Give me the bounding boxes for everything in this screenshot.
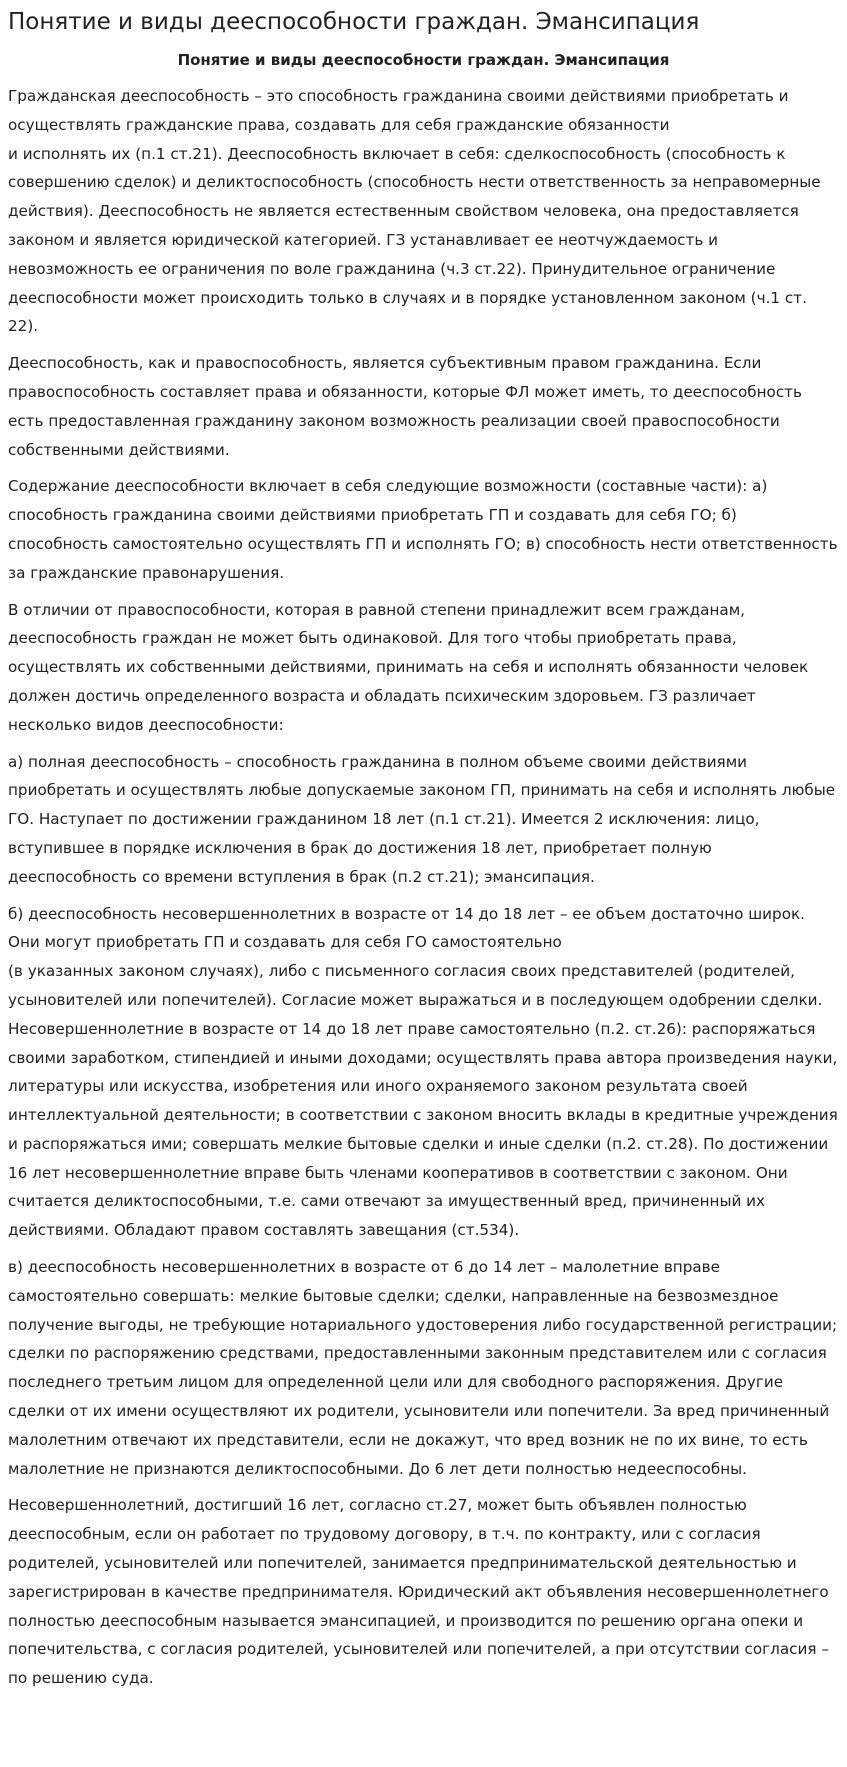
paragraph-5: а) полная дееспособность – способность гражданина в полном объеме своими действиями приобретать и осуществлять любые допускаемые законом ГП, принимать на себя и исполнять любые ГО. Наступает по достижении гражданином 18 лет (п.1 ст.21). Имеется 2 исключения: лицо, вступившее в порядке исключения в брак до достижения 18 лет, приобретает полную дееспособность со времени вступления в брак (п.2 ст.21); эмансипация. [8, 752, 836, 886]
paragraph-6: б) дееспособность несовершеннолетних в возрасте от 14 до 18 лет – ее объем достаточно широк. Они могут приобретать ГП и создавать для себя ГО самостоятельно (в указанных законом случаях), либо с письменного согласия своих представителей (родителей, усыновителей или попечителей). Согласие может выражаться и в последующем одобрении сделки. Несовершеннолетние в возрасте от 14 до 18 лет праве самостоятельно (п.2. ст.26): распоряжаться своими заработком, стипендией и иными доходами; осуществлять права автора произведения науки, литературы или искусства, изобретения или иного охраняемого законом результата своей интеллектуальной деятельности; в соответствии с законом вносить вклады в кредитные учреждения и распоряжаться ими; совершать мелкие бытовые сделки и иные сделки (п.2. ст.28). По достижении 16 лет несовершеннолетние вправе быть членами кооперативов в соответствии с законом. Они считается деликтоспособными, т.е. сами отвечают за имущественный вред, причиненный их действиями. Обладают правом составлять завещания (ст.534). [8, 904, 838, 1240]
paragraph-7: в) дееспособность несовершеннолетних в возрасте от 6 до 14 лет – малолетние вправе самостоятельно совершать: мелкие бытовые сделки; сделки, направленные на безвозмездное получение выгоды, не требующие нотариального удостоверения либо государственной регистрации; сделки по распоряжению средствами, предоставленными законным представителем или с согласия последнего третьим лицом для определенной цели или для свободного распоряжения. Другие сделки от их имени осуществляют их родители, усыновители или попечители. За вред причиненный малолетним отвечают их представители, если не докажут, что вред возник не по их вине, то есть малолетние не признаются деликтоспособными. До 6 лет дети полностью недееспособны. [8, 1258, 838, 1478]
paragraph-3: Содержание дееспособности включает в себя следующие возможности (составные части): а) способность гражданина своими действиями приобретать ГП и создавать для себя ГО; б) способность самостоятельно осуществлять ГП и исполнять ГО; в) способность нести ответственность за гражданские правонарушения. [8, 477, 838, 582]
page-title: Понятие и виды дееспособности граждан. Эмансипация [8, 9, 700, 35]
paragraph-4: В отличии от правоспособности, которая в равной степени принадлежит всем гражданам, дееспособность граждан не может быть одинаковой. Для того чтобы приобретать права, осуществлять их собственными действиями, принимать на себя и исполнять обязанности человек должен достичь определенного возраста и обладать психическим здоровьем. ГЗ различает несколько видов дееспособности: [8, 600, 809, 734]
article-subtitle: Понятие и виды дееспособности граждан. Эмансипация [177, 51, 670, 69]
paragraph-2: Дееспособность, как и правоспособность, является субъективным правом гражданина. Если правоспособность составляет права и обязанности, которые ФЛ может иметь, то дееспособность есть предоставленная гражданину законом возможность реализации своей правоспособности собственными действиями. [8, 354, 802, 459]
paragraph-1: Гражданская дееспособность – это способность гражданина своими действиями приобретать и осуществлять гражданские права, создавать для себя гражданские обязанности и исполнять их (п.1 ст.21). Дееспособность включает в себя: сделкоспособность (способность к совершению сделок) и деликтоспособность (способность нести ответственность за неправомерные действия). Дееспособность не является естественным свойством человека, она предоставляется законом и является юридической категорией. ГЗ устанавливает ее неотчуждаемость и невозможность ее ограничения по воле гражданина (ч.3 ст.22). Принудительное ограничение дееспособности может происходить только в случаях и в порядке установленном законом (ч.1 ст. 22). [8, 87, 821, 336]
paragraph-8: Несовершеннолетний, достигший 16 лет, согласно ст.27, может быть объявлен полностью дееспособным, если он работает по трудовому договору, в т.ч. по контракту, или с согласия родителей, усыновителей или попечителей, занимается предпринимательской деятельностью и зарегистрирован в качестве предпринимателя. Юридический акт объявления несовершеннолетнего полностью дееспособным называется эмансипацией, и производится по решению органа опеки и попечительства, с согласия родителей, усыновителей или попечителей, а при отсутствии согласия – по решению суда. [8, 1496, 829, 1688]
